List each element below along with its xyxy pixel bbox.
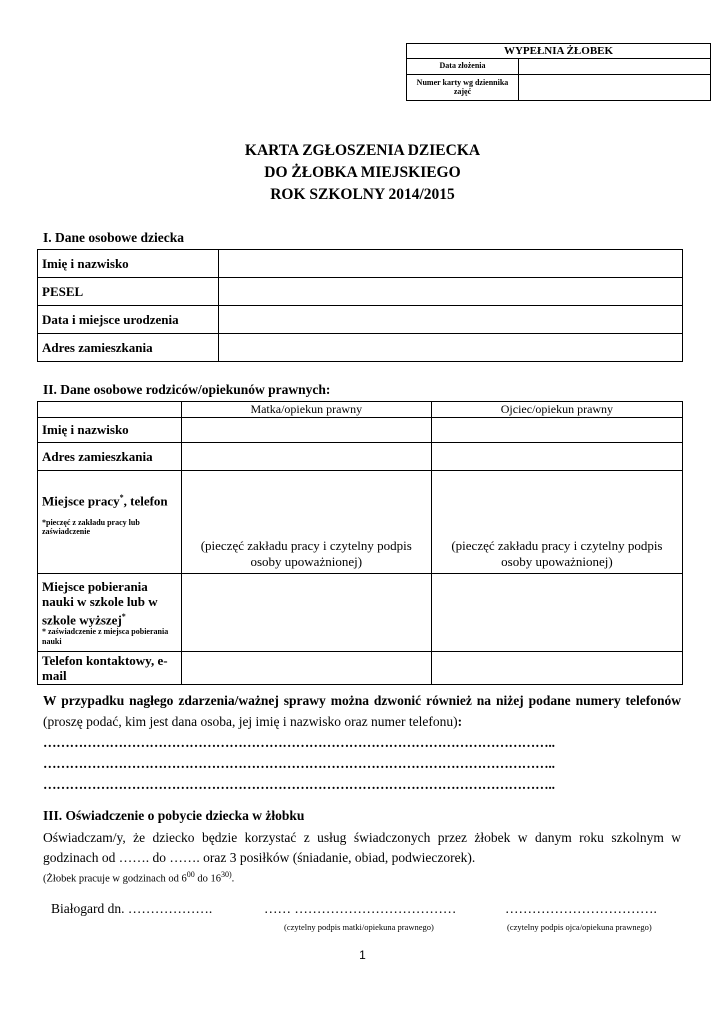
mother-name-field[interactable] — [181, 418, 431, 443]
school-note: * zaświadczenie z miejsca pobierania nauki — [42, 627, 169, 646]
child-birth-label: Data i miejsce urodzenia — [38, 306, 219, 334]
father-address-field[interactable] — [431, 443, 682, 471]
father-column-header: Ojciec/opiekun prawny — [431, 402, 682, 418]
card-number-field[interactable] — [519, 75, 711, 101]
title-line-3: ROK SZKOLNY 2014/2015 — [270, 186, 455, 203]
parent-address-label: Adres zamieszkania — [38, 443, 182, 471]
page-number: 1 — [359, 948, 366, 962]
child-pesel-label: PESEL — [38, 278, 219, 306]
section3-heading: III. Oświadczenie o pobycie dziecka w żłobku — [43, 808, 305, 823]
section1-heading: I. Dane osobowe dziecka — [43, 230, 184, 245]
child-address-label: Adres zamieszkania — [38, 334, 219, 362]
father-phone-field[interactable] — [431, 652, 682, 685]
parents-corner-cell — [38, 402, 182, 418]
title-line-2: DO ŻŁOBKA MIEJSKIEGO — [264, 164, 461, 181]
child-name-label: Imię i nazwisko — [38, 250, 219, 278]
submission-date-field[interactable] — [519, 59, 711, 75]
office-use-box — [406, 43, 711, 101]
child-birth-field[interactable] — [219, 306, 683, 334]
mother-phone-field[interactable] — [181, 652, 431, 685]
mother-school-field[interactable] — [181, 574, 431, 652]
hours-note: (Żłobek pracuje w godzinach od $6^{00}$ do 16$^{30)}$. — [43, 870, 235, 885]
emergency-contacts-text: W przypadku nagłego zdarzenia/ważnej sprawy można dzwonić również na niżej podane numery telefonów (proszę podać, kim jest dana osoba, jej imię i nazwisko oraz numer telefonu): — [43, 693, 681, 729]
emergency-line-3[interactable]: …………………………………………………………………………………………………….. — [43, 777, 555, 792]
father-signature-caption: (czytelny podpis ojca/opiekuna prawnego) — [507, 922, 652, 932]
submission-date-label: Data złożenia — [407, 59, 519, 75]
emergency-line-1[interactable]: …………………………………………………………………………………………………….. — [43, 735, 555, 750]
work-note: *pieczęć z zakładu pracy lub zaświadczenie — [42, 517, 140, 537]
document-title — [0, 140, 725, 206]
father-school-field[interactable] — [431, 574, 682, 652]
father-name-field[interactable] — [431, 418, 682, 443]
father-signature-line[interactable]: ……………………………. — [505, 901, 657, 916]
parent-work-label: Miejsce pracy*, telefon *pieczęć z zakładu pracy lub zaświadczenie — [38, 471, 182, 574]
father-work-field[interactable]: (pieczęć zakładu pracy i czytelny podpis osoby upoważnionej) — [431, 471, 682, 574]
mother-work-field[interactable]: (pieczęć zakładu pracy i czytelny podpis osoby upoważnionej) — [181, 471, 431, 574]
child-address-field[interactable] — [219, 334, 683, 362]
declaration — [43, 828, 681, 887]
parent-phone-label: Telefon kontaktowy, e-mail — [38, 652, 182, 685]
declaration-text: Oświadczam/y, że dziecko będzie korzystać z usług świadczonych przez żłobek w danym roku szkolnym w godzinach od ……. do ……. oraz 3 posiłków (śniadanie, obiad, podwieczorek). — [43, 830, 681, 865]
section2-heading: II. Dane osobowe rodziców/opiekunów prawnych: — [43, 382, 331, 397]
emergency-line-2[interactable]: …………………………………………………………………………………………………….. — [43, 756, 555, 771]
mother-column-header: Matka/opiekun prawny — [181, 402, 431, 418]
child-data-table — [37, 249, 683, 362]
office-box-header: WYPEŁNIA ŻŁOBEK — [407, 44, 711, 59]
parent-school-label: Miejsce pobierania nauki w szkole lub w szkole wyższej* * zaświadczenie z miejsca pobierania nauki — [38, 574, 182, 652]
parent-name-label: Imię i nazwisko — [38, 418, 182, 443]
card-number-label: Numer karty wg dziennika zajęć — [407, 75, 519, 101]
child-name-field[interactable] — [219, 250, 683, 278]
title-line-1: KARTA ZGŁOSZENIA DZIECKA — [244, 142, 481, 159]
place-date[interactable]: Białogard dn. ………………. — [51, 901, 213, 916]
mother-signature-line[interactable]: …… ……………………………… — [264, 901, 457, 916]
child-pesel-field[interactable] — [219, 278, 683, 306]
mother-address-field[interactable] — [181, 443, 431, 471]
mother-signature-caption: (czytelny podpis matki/opiekuna prawnego) — [284, 922, 434, 932]
parents-data-table — [37, 401, 683, 685]
